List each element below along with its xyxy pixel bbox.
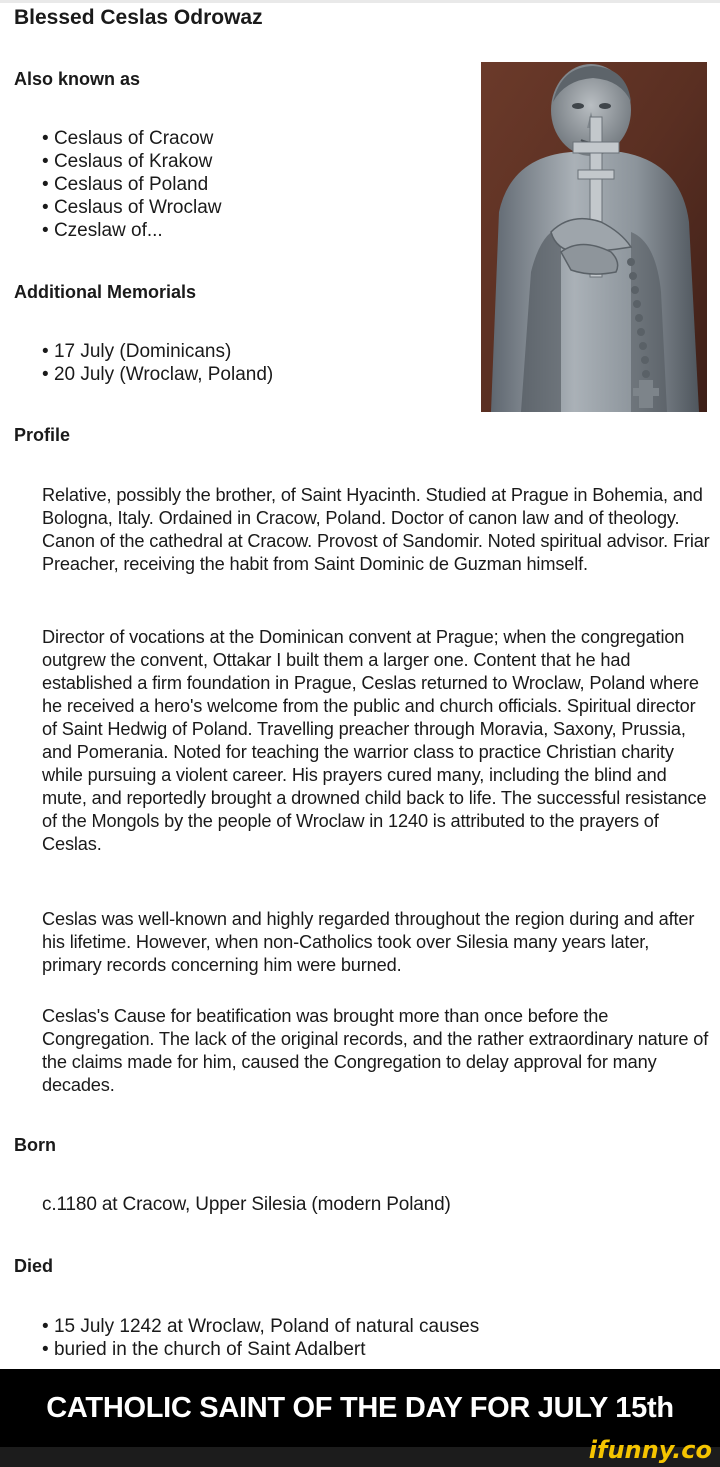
also-known-as-heading: Also known as <box>14 69 141 89</box>
profile-heading: Profile <box>14 425 71 445</box>
ifunny-watermark: ifunny.co <box>588 1436 712 1464</box>
saint-of-the-day-banner: CATHOLIC SAINT OF THE DAY FOR JULY 15th <box>0 1369 720 1447</box>
list-item: • 20 July (Wroclaw, Poland) <box>42 363 273 386</box>
profile-paragraph: Director of vocations at the Dominican convent at Prague; when the congregation outgrew the convent, Ottakar I built them a larger one. Content that he had established a firm foundation in Prague, Ceslas returned to Wroclaw, Poland where he received a hero's welcome from the public and church officials. Spiritual director of Saint Hedwig of Poland. Travelling preacher through Moravia, Saxony, Prussia, and Pomerania. Noted for teaching the warrior class to practice Christian charity while pursuing a violent career. His prayers cured many, including the blind and mute, and reportedly brought a drowned child back to life. The successful resistance of the Mongols by the people of Wroclaw in 1240 is attributed to the prayers of Ceslas. <box>42 627 707 854</box>
list-item: • Ceslaus of Wroclaw <box>42 196 221 219</box>
list-item: • 15 July 1242 at Wroclaw, Poland of natural causes <box>42 1315 479 1338</box>
list-item: • Ceslaus of Krakow <box>42 150 221 173</box>
list-item: • buried in the church of Saint Adalbert <box>42 1338 479 1361</box>
top-divider <box>0 0 720 3</box>
died-list <box>42 1315 479 1361</box>
saint-statue-image <box>481 62 707 412</box>
also-known-as-list <box>42 127 221 242</box>
born-text: c.1180 at Cracow, Upper Silesia (modern Poland) <box>42 1194 451 1215</box>
profile-paragraph: Ceslas was well-known and highly regarded throughout the region during and after his lifetime. However, when non-Catholics took over Silesia many years later, primary records concerning him were burned. <box>42 909 695 975</box>
page-title: Blessed Ceslas Odrowaz <box>14 6 263 29</box>
profile-paragraph: Relative, possibly the brother, of Saint Hyacinth. Studied at Prague in Bohemia, and Bologna, Italy. Ordained in Cracow, Poland. Doctor of canon law and of theology. Canon of the cathedral at Cracow. Provost of Sandomir. Noted spiritual advisor. Friar Preacher, receiving the habit from Saint Dominic de Guzman himself. <box>42 485 710 574</box>
additional-memorials-heading: Additional Memorials <box>14 282 197 302</box>
list-item: • Ceslaus of Cracow <box>42 127 221 150</box>
memorials-list <box>42 340 273 386</box>
profile-paragraph: Ceslas's Cause for beatification was brought more than once before the Congregation. The lack of the original records, and the rather extraordinary nature of the claims made for him, caused the Congregation to delay approval for many decades. <box>42 1006 709 1095</box>
list-item: • Czeslaw of... <box>42 219 221 242</box>
list-item: • Ceslaus of Poland <box>42 173 221 196</box>
list-item: • 17 July (Dominicans) <box>42 340 273 363</box>
died-heading: Died <box>14 1256 54 1276</box>
born-heading: Born <box>14 1135 56 1155</box>
